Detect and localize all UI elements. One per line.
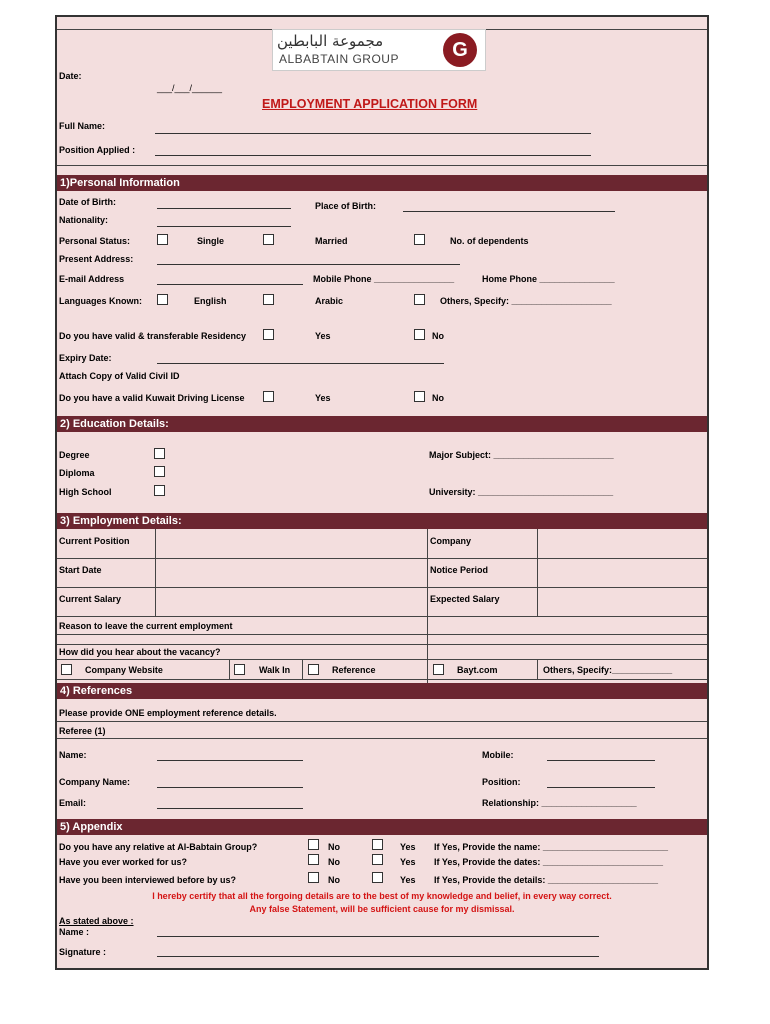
dob-label: Date of Birth: bbox=[59, 197, 116, 207]
appendix-q1: Do you have any relative at Al-Babtain Group? bbox=[59, 842, 258, 852]
logo-emblem-icon: G bbox=[443, 33, 477, 67]
others-language-checkbox[interactable] bbox=[414, 294, 425, 305]
as-stated-label: As stated above : bbox=[59, 916, 134, 926]
reference-checkbox[interactable] bbox=[308, 664, 319, 675]
high-school-label: High School bbox=[59, 487, 112, 497]
logo-english-text: ALBABTAIN GROUP bbox=[279, 52, 399, 66]
pob-label: Place of Birth: bbox=[315, 201, 377, 211]
expiry-field[interactable] bbox=[157, 363, 444, 364]
expiry-label: Expiry Date: bbox=[59, 353, 112, 363]
company-website-label: Company Website bbox=[85, 665, 163, 675]
signature-label: Signature : bbox=[59, 947, 107, 957]
status-label: Personal Status: bbox=[59, 236, 131, 246]
form-title: EMPLOYMENT APPLICATION FORM bbox=[262, 97, 478, 111]
ref-name-label: Name: bbox=[59, 750, 87, 760]
date-field[interactable]: ___/___/______ bbox=[157, 83, 223, 93]
english-label: English bbox=[194, 296, 227, 306]
date-label: Date: bbox=[59, 71, 82, 81]
section-appendix-title: 5) Appendix bbox=[57, 819, 707, 835]
major-subject-field[interactable]: Major Subject: ________________________ bbox=[429, 450, 614, 460]
single-checkbox[interactable] bbox=[157, 234, 168, 245]
q3-details-field[interactable]: If Yes, Provide the details: ______________________ bbox=[434, 875, 658, 885]
ref-email-field[interactable] bbox=[157, 808, 303, 809]
civil-id-label: Attach Copy of Valid Civil ID bbox=[59, 371, 180, 381]
divider bbox=[57, 165, 707, 166]
arabic-checkbox[interactable] bbox=[263, 294, 274, 305]
dependents-label: No. of dependents bbox=[450, 236, 529, 246]
divider bbox=[302, 659, 303, 679]
position-applied-field[interactable] bbox=[155, 155, 591, 156]
ref-position-label: Position: bbox=[482, 777, 521, 787]
ref-name-field[interactable] bbox=[157, 760, 303, 761]
residency-no-checkbox[interactable] bbox=[414, 329, 425, 340]
notice-period-label: Notice Period bbox=[430, 565, 489, 575]
section-employment-title: 3) Employment Details: bbox=[57, 513, 707, 529]
divider bbox=[427, 529, 428, 686]
divider bbox=[537, 529, 538, 616]
q3-no-checkbox[interactable] bbox=[308, 872, 319, 883]
license-yes-checkbox[interactable] bbox=[263, 391, 274, 402]
q2-dates-field[interactable]: If Yes, Provide the dates: ________________________ bbox=[434, 857, 664, 867]
high-school-checkbox[interactable] bbox=[154, 485, 165, 496]
divider bbox=[155, 529, 156, 616]
q2-no-label: No bbox=[328, 857, 340, 867]
university-field[interactable]: University: ___________________________ bbox=[429, 487, 614, 497]
license-no-checkbox[interactable] bbox=[414, 391, 425, 402]
employment-form bbox=[55, 15, 709, 970]
reason-label: Reason to leave the current employment bbox=[59, 621, 233, 631]
divider bbox=[57, 587, 707, 588]
company-website-checkbox[interactable] bbox=[61, 664, 72, 675]
license-question: Do you have a valid Kuwait Driving License bbox=[59, 393, 245, 403]
others-source-field[interactable]: Others, Specify:____________ bbox=[543, 665, 673, 675]
signature-field[interactable] bbox=[157, 956, 599, 957]
section-references-title: 4) References bbox=[57, 683, 707, 699]
walk-in-label: Walk In bbox=[259, 665, 291, 675]
residency-yes-checkbox[interactable] bbox=[263, 329, 274, 340]
position-applied-label: Position Applied : bbox=[59, 145, 136, 155]
degree-checkbox[interactable] bbox=[154, 448, 165, 459]
license-yes-label: Yes bbox=[315, 393, 331, 403]
languages-label: Languages Known: bbox=[59, 296, 142, 306]
single-label: Single bbox=[197, 236, 225, 246]
q1-yes-checkbox[interactable] bbox=[372, 839, 383, 850]
ref-relationship-field[interactable]: Relationship: ___________________ bbox=[482, 798, 637, 808]
residency-no-label: No bbox=[432, 331, 444, 341]
start-date-label: Start Date bbox=[59, 565, 102, 575]
dependents-checkbox[interactable] bbox=[414, 234, 425, 245]
divider bbox=[57, 616, 707, 617]
divider bbox=[57, 738, 707, 739]
address-label: Present Address: bbox=[59, 254, 134, 264]
expected-salary-label: Expected Salary bbox=[430, 594, 500, 604]
q2-yes-label: Yes bbox=[400, 857, 416, 867]
bayt-checkbox[interactable] bbox=[433, 664, 444, 675]
license-no-label: No bbox=[432, 393, 444, 403]
pob-field[interactable] bbox=[403, 211, 615, 212]
applicant-name-label: Name : bbox=[59, 927, 90, 937]
company-label: Company bbox=[430, 536, 472, 546]
ref-email-label: Email: bbox=[59, 798, 87, 808]
full-name-label: Full Name: bbox=[59, 121, 106, 131]
company-logo bbox=[272, 29, 486, 71]
divider bbox=[57, 679, 707, 680]
residency-yes-label: Yes bbox=[315, 331, 331, 341]
dismissal-warning: Any false Statement, will be sufficient cause for my dismissal. bbox=[249, 904, 515, 914]
ref-company-label: Company Name: bbox=[59, 777, 131, 787]
certification-text: I hereby certify that all the forgoing details are to the best of my knowledge and belief, in every way correct. bbox=[152, 891, 612, 901]
divider bbox=[537, 659, 538, 679]
current-position-label: Current Position bbox=[59, 536, 130, 546]
residency-question: Do you have valid & transferable Residency bbox=[59, 331, 247, 341]
degree-label: Degree bbox=[59, 450, 90, 460]
divider bbox=[57, 558, 707, 559]
walk-in-checkbox[interactable] bbox=[234, 664, 245, 675]
q1-yes-label: Yes bbox=[400, 842, 416, 852]
english-checkbox[interactable] bbox=[157, 294, 168, 305]
married-checkbox[interactable] bbox=[263, 234, 274, 245]
q1-no-checkbox[interactable] bbox=[308, 839, 319, 850]
diploma-checkbox[interactable] bbox=[154, 466, 165, 477]
section-education-title: 2) Education Details: bbox=[57, 416, 707, 432]
full-name-field[interactable] bbox=[155, 133, 591, 134]
q3-yes-label: Yes bbox=[400, 875, 416, 885]
divider bbox=[57, 659, 707, 660]
ref-mobile-label: Mobile: bbox=[482, 750, 514, 760]
references-instruction: Please provide ONE employment reference details. bbox=[59, 708, 277, 718]
mobile-phone-field[interactable]: Mobile Phone ________________ bbox=[313, 274, 455, 284]
divider bbox=[57, 644, 707, 645]
q2-yes-checkbox[interactable] bbox=[372, 854, 383, 865]
others-language-field[interactable]: Others, Specify: ____________________ bbox=[440, 296, 612, 306]
ref-position-field[interactable] bbox=[547, 787, 655, 788]
bayt-label: Bayt.com bbox=[457, 665, 498, 675]
appendix-q2: Have you ever worked for us? bbox=[59, 857, 188, 867]
current-salary-label: Current Salary bbox=[59, 594, 122, 604]
q1-name-field[interactable]: If Yes, Provide the name: _________________________ bbox=[434, 842, 669, 852]
dob-field[interactable] bbox=[157, 208, 291, 209]
address-field[interactable] bbox=[157, 264, 460, 265]
applicant-name-field[interactable] bbox=[157, 936, 599, 937]
divider bbox=[57, 721, 707, 722]
q3-yes-checkbox[interactable] bbox=[372, 872, 383, 883]
reference-label: Reference bbox=[332, 665, 376, 675]
divider bbox=[57, 634, 707, 635]
q3-no-label: No bbox=[328, 875, 340, 885]
appendix-q3: Have you been interviewed before by us? bbox=[59, 875, 237, 885]
referee-label: Referee (1) bbox=[59, 726, 106, 736]
section-personal-title: 1)Personal Information bbox=[57, 175, 707, 191]
logo-arabic-text: مجموعة البابطين bbox=[277, 32, 384, 50]
home-phone-field[interactable]: Home Phone _______________ bbox=[482, 274, 615, 284]
how-heard-label: How did you hear about the vacancy? bbox=[59, 647, 221, 657]
nationality-label: Nationality: bbox=[59, 215, 109, 225]
email-label: E-mail Address bbox=[59, 274, 125, 284]
diploma-label: Diploma bbox=[59, 468, 95, 478]
q2-no-checkbox[interactable] bbox=[308, 854, 319, 865]
q1-no-label: No bbox=[328, 842, 340, 852]
ref-mobile-field[interactable] bbox=[547, 760, 655, 761]
married-label: Married bbox=[315, 236, 348, 246]
ref-company-field[interactable] bbox=[157, 787, 303, 788]
email-field[interactable] bbox=[157, 284, 303, 285]
nationality-field[interactable] bbox=[157, 226, 291, 227]
arabic-label: Arabic bbox=[315, 296, 344, 306]
divider bbox=[229, 659, 230, 679]
